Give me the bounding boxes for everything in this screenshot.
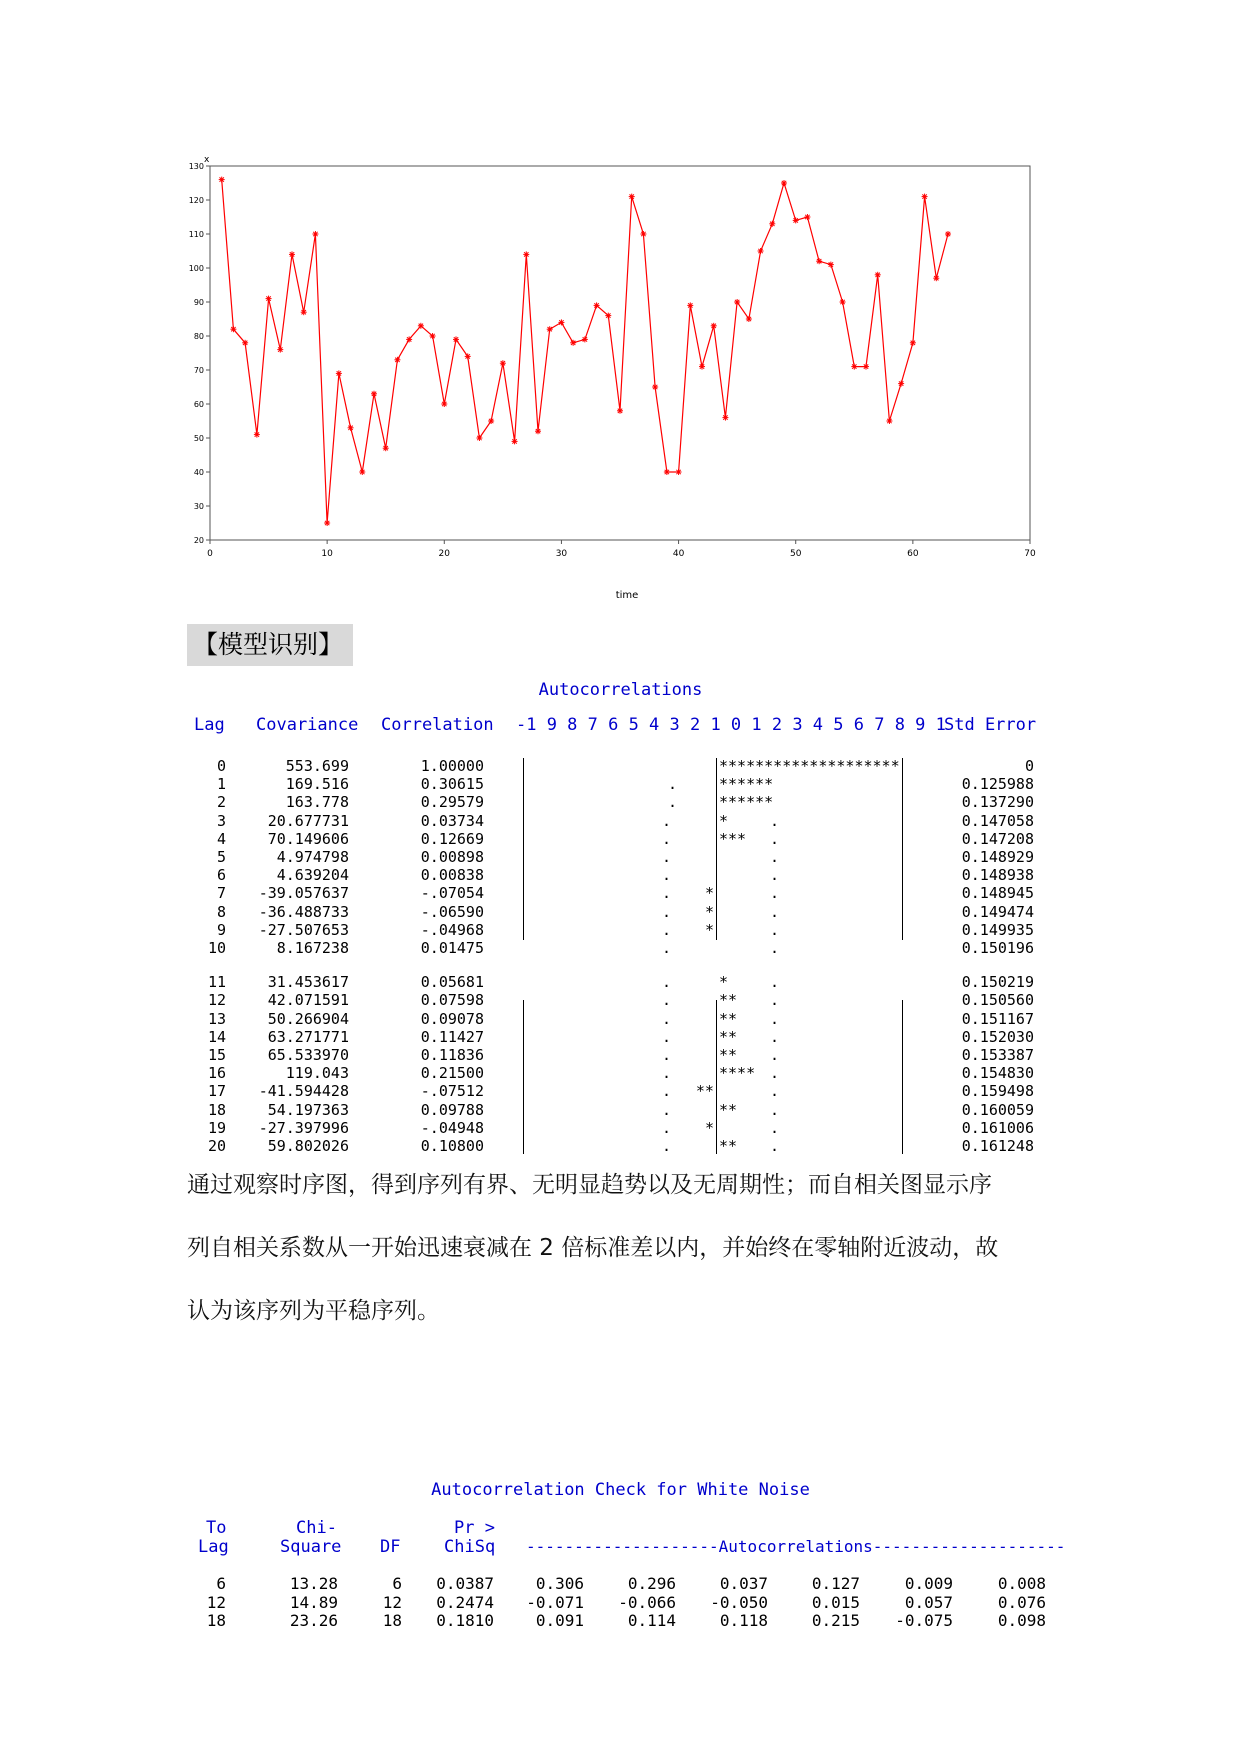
acf-lag-cell: 3	[216, 811, 226, 830]
wn-p-cell: 0.2474	[436, 1592, 494, 1612]
data-point	[570, 340, 576, 346]
acf-confidence-dot: .	[662, 939, 672, 957]
acf-covariance-cell: 70.149606	[267, 829, 349, 848]
acf-confidence-dot: .	[770, 973, 780, 992]
acf-bar-stars: **	[719, 1009, 738, 1028]
wn-lag-cell: 12	[206, 1592, 226, 1612]
y-tick-label: 100	[188, 264, 204, 273]
data-point	[301, 309, 307, 315]
acf-confidence-dot: .	[662, 1118, 672, 1137]
data-point	[324, 520, 330, 526]
acf-covariance-cell: 553.699	[285, 757, 349, 775]
acf-plot-axis-line	[902, 1000, 903, 1154]
acf-header-covariance: Covariance	[256, 715, 359, 735]
data-point	[582, 336, 588, 342]
acf-std-error-cell: 0.150196	[961, 939, 1034, 957]
data-point	[781, 180, 787, 186]
data-point	[523, 251, 529, 257]
acf-bar-stars: *	[704, 884, 714, 903]
x-tick-label: 20	[438, 549, 451, 559]
acf-correlation-cell: 0.29579	[420, 793, 484, 812]
acf-confidence-dot: .	[770, 1027, 780, 1046]
acf-std-error-cell: 0.150560	[961, 991, 1034, 1010]
wn-autocorr-cell: 0.215	[811, 1611, 860, 1630]
y-tick-label: 110	[188, 230, 204, 239]
acf-covariance-cell: 163.778	[285, 793, 349, 812]
wn-header-autocorrelations: --------------------Autocorrelations--------------------	[526, 1537, 1066, 1556]
acf-bar-stars: **	[719, 1027, 738, 1046]
wn-header-to: To	[206, 1518, 227, 1538]
acf-covariance-cell: -27.397996	[258, 1118, 349, 1137]
x-tick-label: 40	[672, 549, 685, 559]
acf-std-error-cell: 0.149474	[961, 902, 1034, 921]
acf-std-error-cell: 0.147208	[961, 829, 1034, 848]
acf-covariance-cell: 4.639204	[276, 866, 349, 885]
acf-confidence-dot: .	[662, 866, 672, 885]
acf-plot-axis-line	[523, 1000, 524, 1154]
acf-correlation-cell: 0.00898	[420, 848, 484, 866]
acf-confidence-dot: .	[770, 991, 780, 1010]
acf-std-error-cell: 0.161248	[961, 1137, 1034, 1155]
acf-header-lag: Lag	[194, 715, 225, 735]
data-point	[945, 231, 951, 237]
conclusion-line-2: 列自相关系数从一开始迅速衰减在 2 倍标准差以内，并始终在零轴附近波动，故	[187, 1235, 999, 1261]
acf-confidence-dot: .	[770, 884, 780, 903]
acf-lag-cell: 1	[216, 775, 226, 794]
acf-lag-cell: 7	[216, 884, 226, 903]
acf-std-error-cell: 0.150219	[961, 973, 1034, 992]
acf-lag-cell: 9	[216, 920, 226, 939]
acf-std-error-cell: 0.161006	[961, 1118, 1034, 1137]
data-point	[605, 313, 611, 319]
acf-header-scale: -1 9 8 7 6 5 4 3 2 1 0 1 2 3 4 5 6 7 8 9 1	[516, 715, 946, 735]
data-point	[851, 364, 857, 370]
data-point	[922, 194, 928, 200]
acf-lag-cell: 12	[207, 991, 226, 1010]
acf-std-error-cell: 0.160059	[961, 1100, 1034, 1119]
x-tick-label: 30	[555, 549, 568, 559]
acf-correlation-cell: -.06590	[420, 902, 484, 921]
wn-autocorr-cell: 0.306	[535, 1574, 584, 1593]
y-tick-label: 120	[188, 196, 204, 205]
data-point	[500, 360, 506, 366]
acf-correlation-cell: -.04948	[420, 1118, 484, 1137]
x-tick-label: 60	[907, 549, 919, 559]
acf-std-error-cell: 0.159498	[961, 1082, 1034, 1101]
acf-lag-cell: 2	[216, 793, 226, 812]
wn-autocorr-cell: 0.037	[719, 1574, 768, 1593]
data-point	[699, 364, 705, 370]
wn-autocorr-cell: 0.114	[627, 1611, 676, 1630]
acf-bar-stars: ****	[719, 1064, 756, 1083]
acf-confidence-dot: .	[662, 829, 672, 848]
acf-covariance-cell: 8.167238	[276, 939, 349, 957]
acf-plot-axis-line	[716, 758, 717, 940]
data-point	[793, 217, 799, 223]
acf-correlation-cell: 0.00838	[420, 866, 484, 885]
wn-autocorr-cell: 0.015	[811, 1592, 860, 1612]
acf-std-error-cell: 0.148929	[961, 848, 1034, 866]
section-heading: 【模型识别】	[187, 624, 353, 666]
wn-header-chi: Chi-	[296, 1518, 337, 1538]
acf-std-error-cell: 0.148945	[961, 884, 1034, 903]
x-tick-label: 70	[1024, 549, 1036, 559]
acf-correlation-cell: 1.00000	[420, 757, 484, 775]
series-line	[222, 180, 948, 523]
wn-header-pr: Pr >	[454, 1518, 495, 1538]
data-point	[465, 353, 471, 359]
acf-covariance-cell: 31.453617	[267, 973, 349, 992]
acf-confidence-dot: .	[770, 1046, 780, 1064]
acf-bar-stars: **	[719, 991, 738, 1010]
acf-confidence-dot: .	[662, 1046, 672, 1064]
y-tick-label: 50	[193, 434, 204, 443]
acf-confidence-dot: .	[662, 811, 672, 830]
acf-covariance-cell: -39.057637	[258, 884, 349, 903]
acf-confidence-dot: .	[770, 1009, 780, 1028]
data-point	[219, 177, 225, 183]
data-point	[558, 319, 564, 325]
acf-bar-stars: **	[719, 1046, 738, 1064]
acf-lag-cell: 10	[207, 939, 226, 957]
wn-autocorr-cell: 0.296	[627, 1574, 676, 1593]
acf-confidence-dot: .	[770, 1137, 780, 1155]
wn-lag-cell: 18	[206, 1611, 226, 1630]
y-axis-label: x	[204, 155, 210, 165]
wn-autocorr-cell: 0.057	[904, 1592, 953, 1612]
data-point	[441, 401, 447, 407]
acf-lag-cell: 14	[207, 1027, 226, 1046]
data-point	[746, 316, 752, 322]
acf-lag-cell: 20	[207, 1137, 226, 1155]
data-point	[488, 418, 494, 424]
y-tick-label: 70	[193, 366, 204, 375]
data-point	[406, 336, 412, 342]
acf-confidence-dot: .	[662, 1137, 672, 1155]
x-tick-label: 0	[207, 549, 213, 559]
data-point	[266, 296, 272, 302]
y-tick-label: 20	[193, 536, 204, 545]
acf-covariance-cell: 63.271771	[267, 1027, 349, 1046]
plot-frame	[210, 166, 1030, 540]
acf-lag-cell: 11	[207, 973, 226, 992]
data-point	[277, 347, 283, 353]
wn-header-lag: Lag	[198, 1537, 229, 1557]
acf-plot-axis-line	[902, 758, 903, 940]
data-point	[840, 299, 846, 305]
acf-confidence-dot: .	[662, 991, 672, 1010]
data-point	[816, 258, 822, 264]
acf-std-error-cell: 0.137290	[961, 793, 1034, 812]
data-point	[863, 364, 869, 370]
acf-title: Autocorrelations	[538, 680, 703, 700]
data-point	[359, 469, 365, 475]
acf-std-error-cell: 0.153387	[961, 1046, 1034, 1064]
white-noise-title: Autocorrelation Check for White Noise	[431, 1480, 810, 1500]
data-point	[617, 408, 623, 414]
acf-std-error-cell: 0.147058	[961, 811, 1034, 830]
acf-covariance-cell: -36.488733	[258, 902, 349, 921]
acf-bar-stars: *	[704, 902, 714, 921]
data-point	[676, 469, 682, 475]
data-point	[898, 381, 904, 387]
acf-correlation-cell: 0.09078	[420, 1009, 484, 1028]
acf-correlation-cell: -.07512	[420, 1082, 484, 1101]
wn-chisq-cell: 14.89	[289, 1592, 338, 1612]
wn-df-cell: 12	[382, 1592, 402, 1612]
x-tick-label: 10	[321, 549, 333, 559]
wn-chisq-cell: 13.28	[289, 1574, 338, 1593]
wn-autocorr-cell: 0.118	[719, 1611, 768, 1630]
acf-bar-stars: **	[719, 1137, 738, 1155]
acf-confidence-dot: .	[770, 939, 780, 957]
data-point	[348, 425, 354, 431]
acf-std-error-cell: 0.152030	[961, 1027, 1034, 1046]
acf-lag-cell: 17	[207, 1082, 226, 1101]
acf-correlation-cell: 0.30615	[420, 775, 484, 794]
acf-covariance-cell: 54.197363	[267, 1100, 349, 1119]
data-point	[476, 435, 482, 441]
data-point	[547, 326, 553, 332]
acf-confidence-dot: .	[662, 1082, 672, 1101]
wn-header-chisq: ChiSq	[444, 1537, 496, 1557]
acf-confidence-dot: .	[770, 920, 780, 939]
data-point	[769, 221, 775, 227]
acf-bar-stars: ******	[719, 775, 774, 794]
wn-header-df: DF	[380, 1537, 401, 1557]
acf-std-error-cell: 0.125988	[961, 775, 1034, 794]
acf-bar-stars: *	[719, 973, 729, 992]
data-point	[430, 333, 436, 339]
y-tick-label: 80	[193, 332, 204, 341]
acf-confidence-dot: .	[662, 1027, 672, 1046]
acf-plot-axis-line	[716, 1000, 717, 1154]
acf-std-error-cell: 0.151167	[961, 1009, 1034, 1028]
data-point	[535, 428, 541, 434]
data-point	[312, 231, 318, 237]
acf-confidence-dot: .	[770, 829, 780, 848]
wn-autocorr-cell: -0.075	[895, 1611, 953, 1630]
acf-header-std-error: Std Error	[944, 715, 1037, 735]
acf-correlation-cell: -.04968	[420, 920, 484, 939]
acf-confidence-dot: .	[662, 884, 672, 903]
wn-autocorr-cell: 0.098	[997, 1611, 1046, 1630]
acf-lag-cell: 0	[216, 757, 226, 775]
acf-confidence-dot: .	[668, 775, 678, 794]
acf-bar-stars: **	[719, 1100, 738, 1119]
acf-lag-cell: 18	[207, 1100, 226, 1119]
data-point	[512, 438, 518, 444]
y-tick-label: 40	[193, 468, 204, 477]
acf-std-error-cell: 0.148938	[961, 866, 1034, 885]
acf-covariance-cell: 4.974798	[276, 848, 349, 866]
acf-covariance-cell: 169.516	[285, 775, 349, 794]
wn-df-cell: 6	[392, 1574, 402, 1593]
acf-bar-stars: ******	[719, 793, 774, 812]
data-point	[371, 391, 377, 397]
wn-df-cell: 18	[382, 1611, 402, 1630]
wn-autocorr-cell: -0.071	[526, 1592, 584, 1612]
acf-lag-cell: 5	[216, 848, 226, 866]
wn-autocorr-cell: 0.009	[904, 1574, 953, 1593]
data-point	[933, 275, 939, 281]
data-point	[336, 370, 342, 376]
acf-bar-stars: ***	[719, 829, 747, 848]
data-point	[394, 357, 400, 363]
acf-correlation-cell: 0.11427	[420, 1027, 484, 1046]
data-point	[629, 194, 635, 200]
wn-autocorr-cell: -0.066	[618, 1592, 676, 1612]
acf-correlation-cell: -.07054	[420, 884, 484, 903]
acf-header-correlation: Correlation	[381, 715, 494, 735]
acf-std-error-cell: 0	[1024, 757, 1034, 775]
y-tick-label: 90	[193, 298, 204, 307]
acf-confidence-dot: .	[770, 902, 780, 921]
acf-correlation-cell: 0.21500	[420, 1064, 484, 1083]
acf-lag-cell: 19	[207, 1118, 226, 1137]
data-point	[383, 445, 389, 451]
data-point	[910, 340, 916, 346]
acf-confidence-dot: .	[770, 1082, 780, 1101]
time-series-svg	[168, 148, 1068, 608]
acf-confidence-dot: .	[668, 793, 678, 812]
x-axis-label: time	[615, 590, 639, 601]
acf-confidence-dot: .	[662, 920, 672, 939]
acf-lag-cell: 15	[207, 1046, 226, 1064]
data-point	[875, 272, 881, 278]
data-point	[254, 432, 260, 438]
data-point	[289, 251, 295, 257]
acf-correlation-cell: 0.09788	[420, 1100, 484, 1119]
axis-ticks	[189, 162, 1036, 559]
wn-header-square: Square	[280, 1537, 342, 1557]
x-tick-label: 50	[789, 549, 802, 559]
data-point	[230, 326, 236, 332]
acf-lag-cell: 4	[216, 829, 226, 848]
acf-confidence-dot: .	[770, 1118, 780, 1137]
acf-correlation-cell: 0.07598	[420, 991, 484, 1010]
acf-correlation-cell: 0.01475	[420, 939, 484, 957]
acf-confidence-dot: .	[770, 1100, 780, 1119]
acf-std-error-cell: 0.149935	[961, 920, 1034, 939]
data-point	[722, 415, 728, 421]
acf-correlation-cell: 0.10800	[420, 1137, 484, 1155]
acf-lag-cell: 16	[207, 1064, 226, 1083]
data-point	[594, 302, 600, 308]
acf-bar-stars: *	[704, 920, 714, 939]
acf-bar-stars: *	[719, 811, 729, 830]
wn-lag-cell: 6	[216, 1574, 226, 1593]
acf-confidence-dot: .	[662, 902, 672, 921]
acf-correlation-cell: 0.11836	[420, 1046, 484, 1064]
acf-bar-stars: **	[695, 1082, 714, 1101]
acf-covariance-cell: 65.533970	[267, 1046, 349, 1064]
acf-covariance-cell: -27.507653	[258, 920, 349, 939]
wn-chisq-cell: 23.26	[289, 1611, 338, 1630]
acf-covariance-cell: 59.802026	[267, 1137, 349, 1155]
acf-covariance-cell: 20.677731	[267, 811, 349, 830]
y-tick-label: 60	[193, 400, 204, 409]
time-series-chart	[168, 148, 1068, 608]
acf-correlation-cell: 0.12669	[420, 829, 484, 848]
acf-covariance-cell: -41.594428	[258, 1082, 349, 1101]
y-tick-label: 30	[193, 502, 204, 511]
data-point	[652, 384, 658, 390]
series-x	[219, 177, 951, 526]
data-point	[664, 469, 670, 475]
data-point	[734, 299, 740, 305]
conclusion-line-3: 认为该序列为平稳序列。	[187, 1298, 440, 1324]
acf-confidence-dot: .	[770, 848, 780, 866]
acf-confidence-dot: .	[662, 1100, 672, 1119]
acf-bar-stars: *	[704, 1118, 714, 1137]
acf-lag-cell: 8	[216, 902, 226, 921]
wn-p-cell: 0.1810	[436, 1611, 494, 1630]
data-point	[640, 231, 646, 237]
acf-correlation-cell: 0.05681	[420, 973, 484, 992]
acf-confidence-dot: .	[662, 1064, 672, 1083]
acf-confidence-dot: .	[770, 866, 780, 885]
acf-correlation-cell: 0.03734	[420, 811, 484, 830]
acf-covariance-cell: 50.266904	[267, 1009, 349, 1028]
wn-autocorr-cell: 0.076	[997, 1592, 1046, 1612]
data-point	[886, 418, 892, 424]
acf-confidence-dot: .	[662, 848, 672, 866]
conclusion-line-1: 通过观察时序图，得到序列有界、无明显趋势以及无周期性；而自相关图显示序	[187, 1172, 992, 1198]
wn-autocorr-cell: 0.127	[811, 1574, 860, 1593]
acf-std-error-cell: 0.154830	[961, 1064, 1034, 1083]
data-point	[711, 323, 717, 329]
data-point	[758, 248, 764, 254]
data-point	[242, 340, 248, 346]
wn-autocorr-cell: 0.008	[997, 1574, 1046, 1593]
acf-confidence-dot: .	[662, 1009, 672, 1028]
acf-lag-cell: 6	[216, 866, 226, 885]
acf-covariance-cell: 119.043	[285, 1064, 349, 1083]
acf-confidence-dot: .	[662, 973, 672, 992]
acf-covariance-cell: 42.071591	[267, 991, 349, 1010]
wn-p-cell: 0.0387	[436, 1574, 494, 1593]
y-tick-label: 130	[188, 162, 204, 171]
acf-confidence-dot: .	[770, 811, 780, 830]
data-point	[418, 323, 424, 329]
wn-autocorr-cell: -0.050	[710, 1592, 768, 1612]
data-point	[453, 336, 459, 342]
acf-plot-axis-line	[523, 758, 524, 940]
data-point	[828, 262, 834, 268]
data-point	[687, 302, 693, 308]
wn-autocorr-cell: 0.091	[535, 1611, 584, 1630]
data-point	[804, 214, 810, 220]
acf-bar-stars: ********************	[719, 757, 900, 775]
acf-confidence-dot: .	[770, 1064, 780, 1083]
acf-lag-cell: 13	[207, 1009, 226, 1028]
